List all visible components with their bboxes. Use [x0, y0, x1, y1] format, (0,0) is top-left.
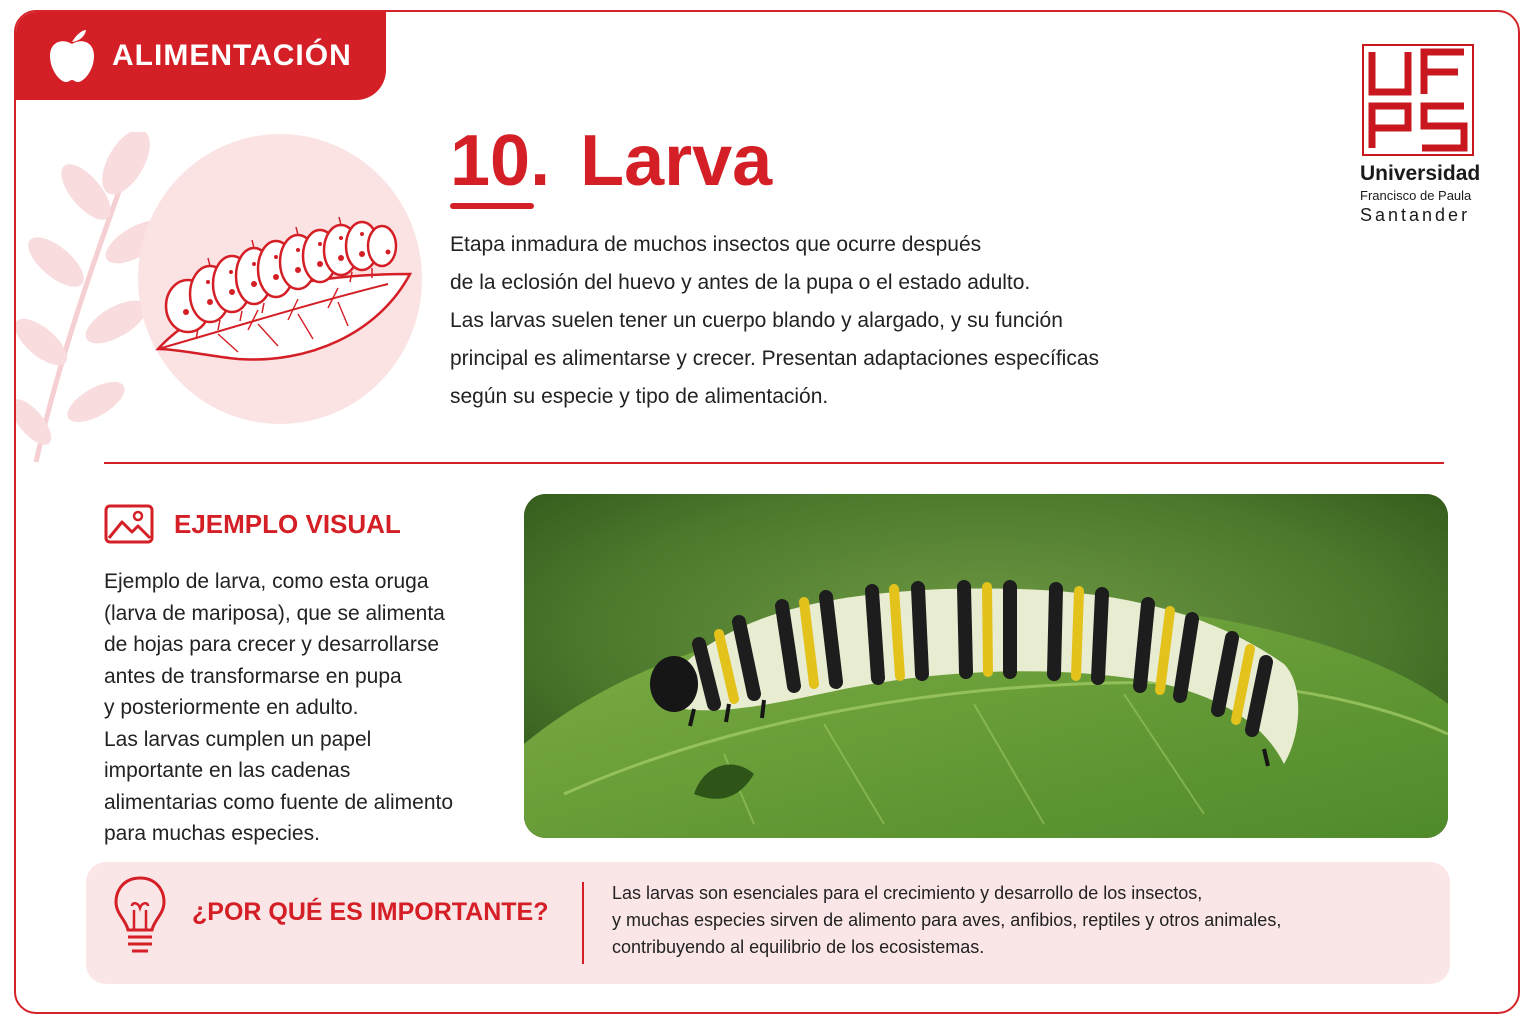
visual-example-line: y posteriormente en adulto. [104, 696, 359, 719]
logo-line-francisco: Francisco de Paula [1360, 188, 1472, 203]
visual-example-text [104, 566, 504, 850]
title-term: Larva [580, 121, 773, 201]
definition-line: Las larvas suelen tener un cuerpo blando y alargado, y su función [450, 309, 1063, 332]
page-title [450, 116, 772, 206]
category-tab [16, 12, 386, 100]
info-card [14, 10, 1520, 1014]
importance-text [612, 880, 1432, 961]
visual-example-line: de hojas para crecer y desarrollarse [104, 633, 439, 656]
logo-line-santander: Santander [1360, 205, 1471, 225]
title-underline [450, 203, 534, 209]
definition-text [450, 226, 1210, 416]
visual-example-line: alimentarias como fuente de alimento [104, 790, 454, 814]
visual-example-line: (larva de mariposa), que se alimenta [104, 601, 445, 625]
larva-illustration [138, 134, 422, 424]
title-number: 10. [450, 121, 551, 201]
importance-line: y muchas especies sirven de alimento para aves, anfibios, reptiles y otros animales, [612, 910, 1282, 930]
visual-example-line: antes de transformarse en pupa [104, 664, 402, 688]
importance-line: contribuyendo al equilibrio de los ecosistemas. [612, 937, 985, 957]
importance-panel [86, 862, 1450, 984]
university-logo [1360, 44, 1480, 226]
image-icon [104, 504, 154, 544]
importance-line: Las larvas son esenciales para el crecimiento y desarrollo de los insectos, [612, 883, 1203, 903]
visual-example-line: Las larvas cumplen un papel [104, 727, 372, 751]
definition-line: Etapa inmadura de muchos insectos que ocurre después [450, 233, 982, 256]
visual-example-line: importante en las cadenas [104, 759, 351, 782]
apple-icon [48, 28, 96, 84]
definition-line: principal es alimentarse y crecer. Presentan adaptaciones específicas [450, 347, 1100, 370]
ufps-logo-mark [1362, 44, 1474, 156]
visual-example-line: para muchas especies. [104, 822, 320, 845]
definition-line: según su especie y tipo de alimentación. [450, 385, 829, 408]
section-divider [104, 462, 1444, 464]
importance-divider [582, 882, 584, 964]
visual-example-line: Ejemplo de larva, como esta oruga [104, 570, 429, 593]
definition-line: de la eclosión del huevo y antes de la pupa o el estado adulto. [450, 271, 1031, 294]
category-label: ALIMENTACIÓN [112, 39, 352, 72]
visual-example-title: EJEMPLO VISUAL [174, 508, 401, 539]
caterpillar-photo [524, 494, 1448, 838]
visual-example-header [104, 504, 401, 544]
logo-line-universidad: Universidad [1360, 162, 1481, 185]
importance-title: ¿POR QUÉ ES IMPORTANTE? [192, 898, 549, 926]
lightbulb-icon [110, 874, 170, 958]
